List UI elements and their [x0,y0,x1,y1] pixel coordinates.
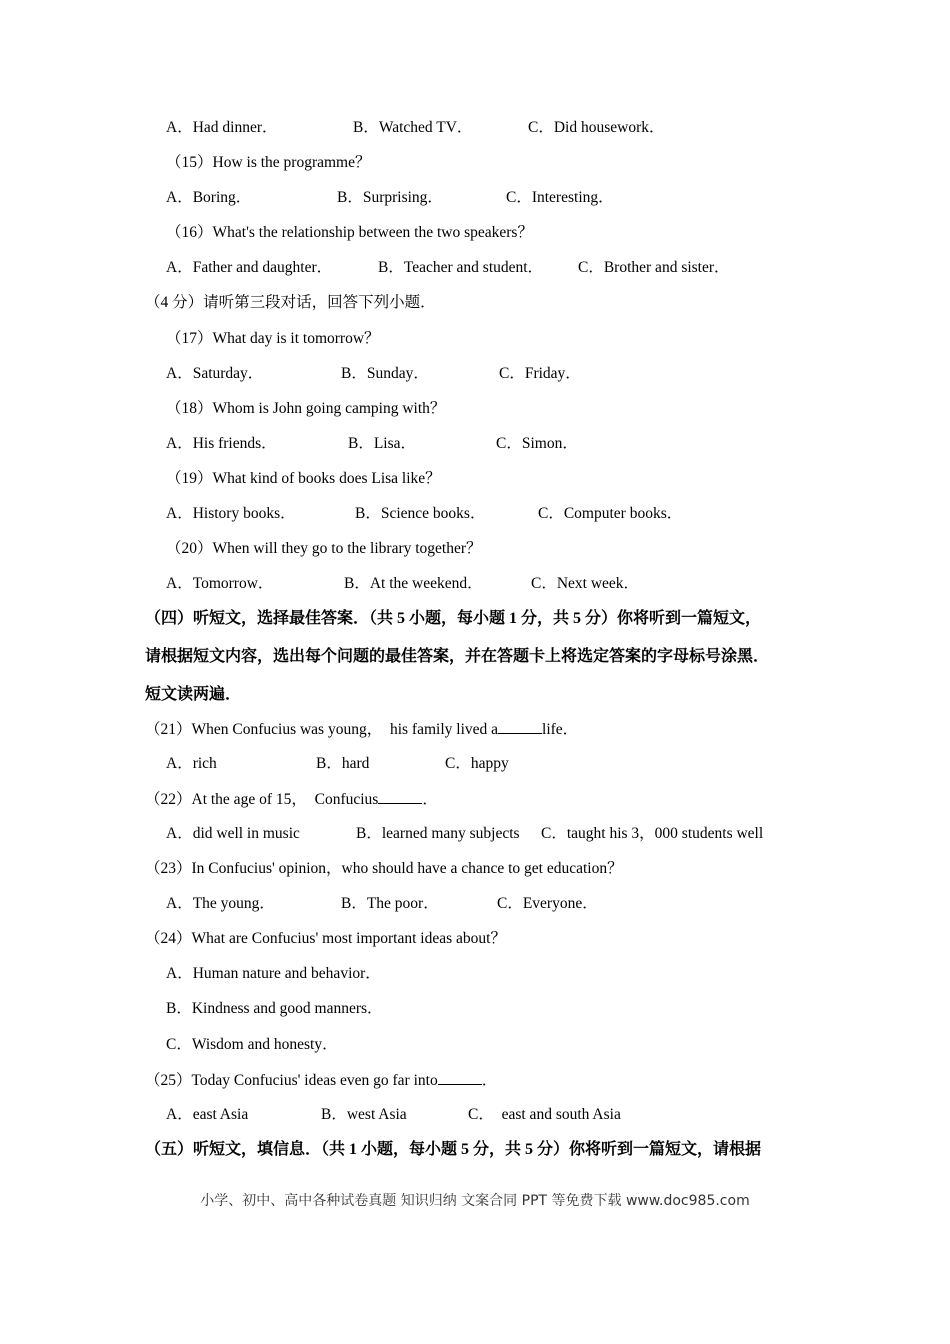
q21-option-a: A．rich [166,755,217,772]
q16-option-b: B．Teacher and student． [378,259,544,276]
q17-option-a: A．Saturday． [166,365,264,382]
q21-option-c: C．happy [445,755,509,772]
q23-option-c: C．Everyone． [497,895,598,912]
q21-option-b: B．hard [316,755,370,772]
q24-option-c: C．Wisdom and honesty． [166,1036,338,1053]
q14-option-b: B．Watched TV． [353,119,473,136]
q15-option-c: C．Interesting． [506,189,614,206]
q25-stem: （25）Today Confucius' ideas even go far into ． [145,1072,498,1089]
q25-option-c: C． east and south Asia [468,1106,621,1123]
q16-stem: （16）What's the relationship between the two speakers？ [166,224,533,241]
q19-stem: （19）What kind of books does Lisa like？ [166,470,441,487]
q16-option-c: C．Brother and sister． [578,259,730,276]
q23-option-a: A．The young． [166,895,275,912]
q18-option-a: A．His friends． [166,435,277,452]
q25-option-a: A．east Asia [166,1106,249,1123]
answer-blank [498,719,542,734]
q15-option-a: A．Boring． [166,189,252,206]
q24-option-a: A．Human nature and behavior． [166,965,381,982]
q16-option-a: A．Father and daughter． [166,259,333,276]
section4-heading-line2: 请根据短文内容，选出每个问题的最佳答案，并在答题卡上将选定答案的字母标号涂黑． [145,648,770,665]
q24-option-b: B．Kindness and good manners． [166,1000,383,1017]
q22-option-a: A．did well in music [166,825,300,842]
q19-option-c: C．Computer books． [538,505,683,522]
section3-intro: （4 分）请听第三段对话，回答下列小题． [145,294,436,311]
section5-heading: （五）听短文，填信息．（共 1 小题，每小题 5 分，共 5 分）你将听到一篇短文，请根据 [145,1141,762,1158]
q23-stem: （23）In Confucius' opinion，who should have a chance to get education？ [145,860,623,877]
q21-stem: （21）When Confucius was young， his family lived a life． [145,721,579,738]
q20-option-c: C．Next week． [531,575,640,592]
section4-heading-line1: （四）听短文，选择最佳答案．（共 5 小题，每小题 1 分，共 5 分）你将听到一篇短文， [145,610,762,627]
section4-heading-line3: 短文读两遍． [145,686,242,703]
q23-option-b: B．The poor． [341,895,439,912]
q19-option-b: B．Science books． [355,505,486,522]
q20-option-b: B．At the weekend． [344,575,483,592]
q18-stem: （18）Whom is John going camping with？ [166,400,446,417]
q20-stem: （20）When will they go to the library together？ [166,540,482,557]
q14-option-a: A．Had dinner． [166,119,278,136]
q17-stem: （17）What day is it tomorrow？ [166,330,380,347]
q24-stem: （24）What are Confucius' most important ideas about？ [145,930,506,947]
q19-option-a: A．History books． [166,505,296,522]
q20-option-a: A．Tomorrow． [166,575,274,592]
q15-option-b: B．Surprising． [337,189,443,206]
q22-stem: （22）At the age of 15， Confucius ． [145,791,438,808]
q18-option-b: B．Lisa． [348,435,417,452]
q15-stem: （15）How is the programme？ [166,154,371,171]
answer-blank [378,789,422,804]
q17-option-c: C．Friday． [499,365,581,382]
answer-blank [438,1070,482,1085]
q18-option-c: C．Simon． [496,435,578,452]
q17-option-b: B．Sunday． [341,365,429,382]
q14-option-c: C．Did housework． [528,119,665,136]
q25-option-b: B．west Asia [321,1106,407,1123]
page-footer: 小学、初中、高中各种试卷真题 知识归纳 文案合同 PPT 等免费下载 www.doc985.com [200,1193,750,1209]
q22-option-c: C．taught his 3，000 students well [541,825,764,842]
q22-option-b: B．learned many subjects [356,825,520,842]
